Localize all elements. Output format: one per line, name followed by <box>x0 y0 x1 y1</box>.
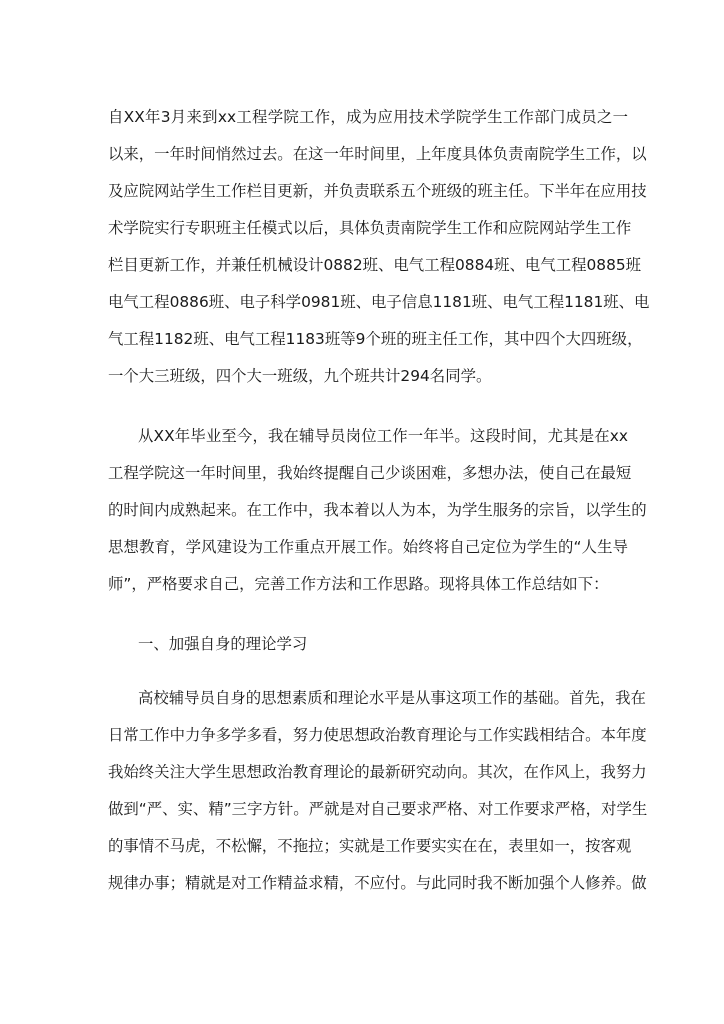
text-line: 及应院网站学生工作栏目更新，并负责联系五个班级的班主任。下半年在应用技 <box>108 182 647 200</box>
text-line: 一个大三班级，四个大一班级，九个班共计294名同学。 <box>108 367 492 385</box>
text-line: 电气工程0886班、电子科学0981班、电子信息1181班、电气工程1181班、电 <box>108 293 650 311</box>
text-line: 气工程1182班、电气工程1183班等9个班的班主任工作，其中四个大四班级， <box>108 330 643 348</box>
section-heading: 一、加强自身的理论学习 <box>138 635 308 653</box>
text-line: 栏目更新工作，并兼任机械设计0882班、电气工程0884班、电气工程0885班 <box>108 256 642 274</box>
text-line: 高校辅导员自身的思想素质和理论水平是从事这项工作的基础。首先，我在 <box>138 689 646 707</box>
text-line: 以来，一年时间悄然过去。在这一年时间里，上年度具体负责南院学生工作，以 <box>108 145 647 163</box>
text-line: 我始终关注大学生思想政治教育理论的最新研究动向。其次，在作风上，我努力 <box>108 763 647 781</box>
text-line: 做到“严、实、精”三字方针。严就是对自己要求严格、对工作要求严格，对学生 <box>108 800 648 818</box>
text-line: 日常工作中力争多学多看，努力使思想政治教育理论与工作实践相结合。本年度 <box>108 726 647 744</box>
text-line: 自XX年3月来到xx工程学院工作，成为应用技术学院学生工作部门成员之一 <box>108 108 628 126</box>
text-line: 规律办事；精就是对工作精益求精，不应付。与此同时我不断加强个人修养。做 <box>108 874 647 892</box>
text-line: 术学院实行专职班主任模式以后，具体负责南院学生工作和应院网站学生工作 <box>108 219 632 237</box>
text-line: 从XX年毕业至今，我在辅导员岗位工作一年半。这段时间，尤其是在xx <box>138 427 628 445</box>
text-line: 的时间内成熟起来。在工作中，我本着以人为本，为学生服务的宗旨，以学生的 <box>108 501 647 519</box>
text-line: 师”，严格要求自己，完善工作方法和工作思路。现将具体工作总结如下： <box>108 575 609 593</box>
text-line: 思想教育，学风建设为工作重点开展工作。始终将自己定位为学生的“人生导 <box>108 538 628 556</box>
text-line: 工程学院这一年时间里，我始终提醒自己少谈困难，多想办法，使自己在最短 <box>108 464 632 482</box>
text-line: 的事情不马虎，不松懈，不拖拉；实就是工作要实实在在，表里如一，按客观 <box>108 837 632 855</box>
